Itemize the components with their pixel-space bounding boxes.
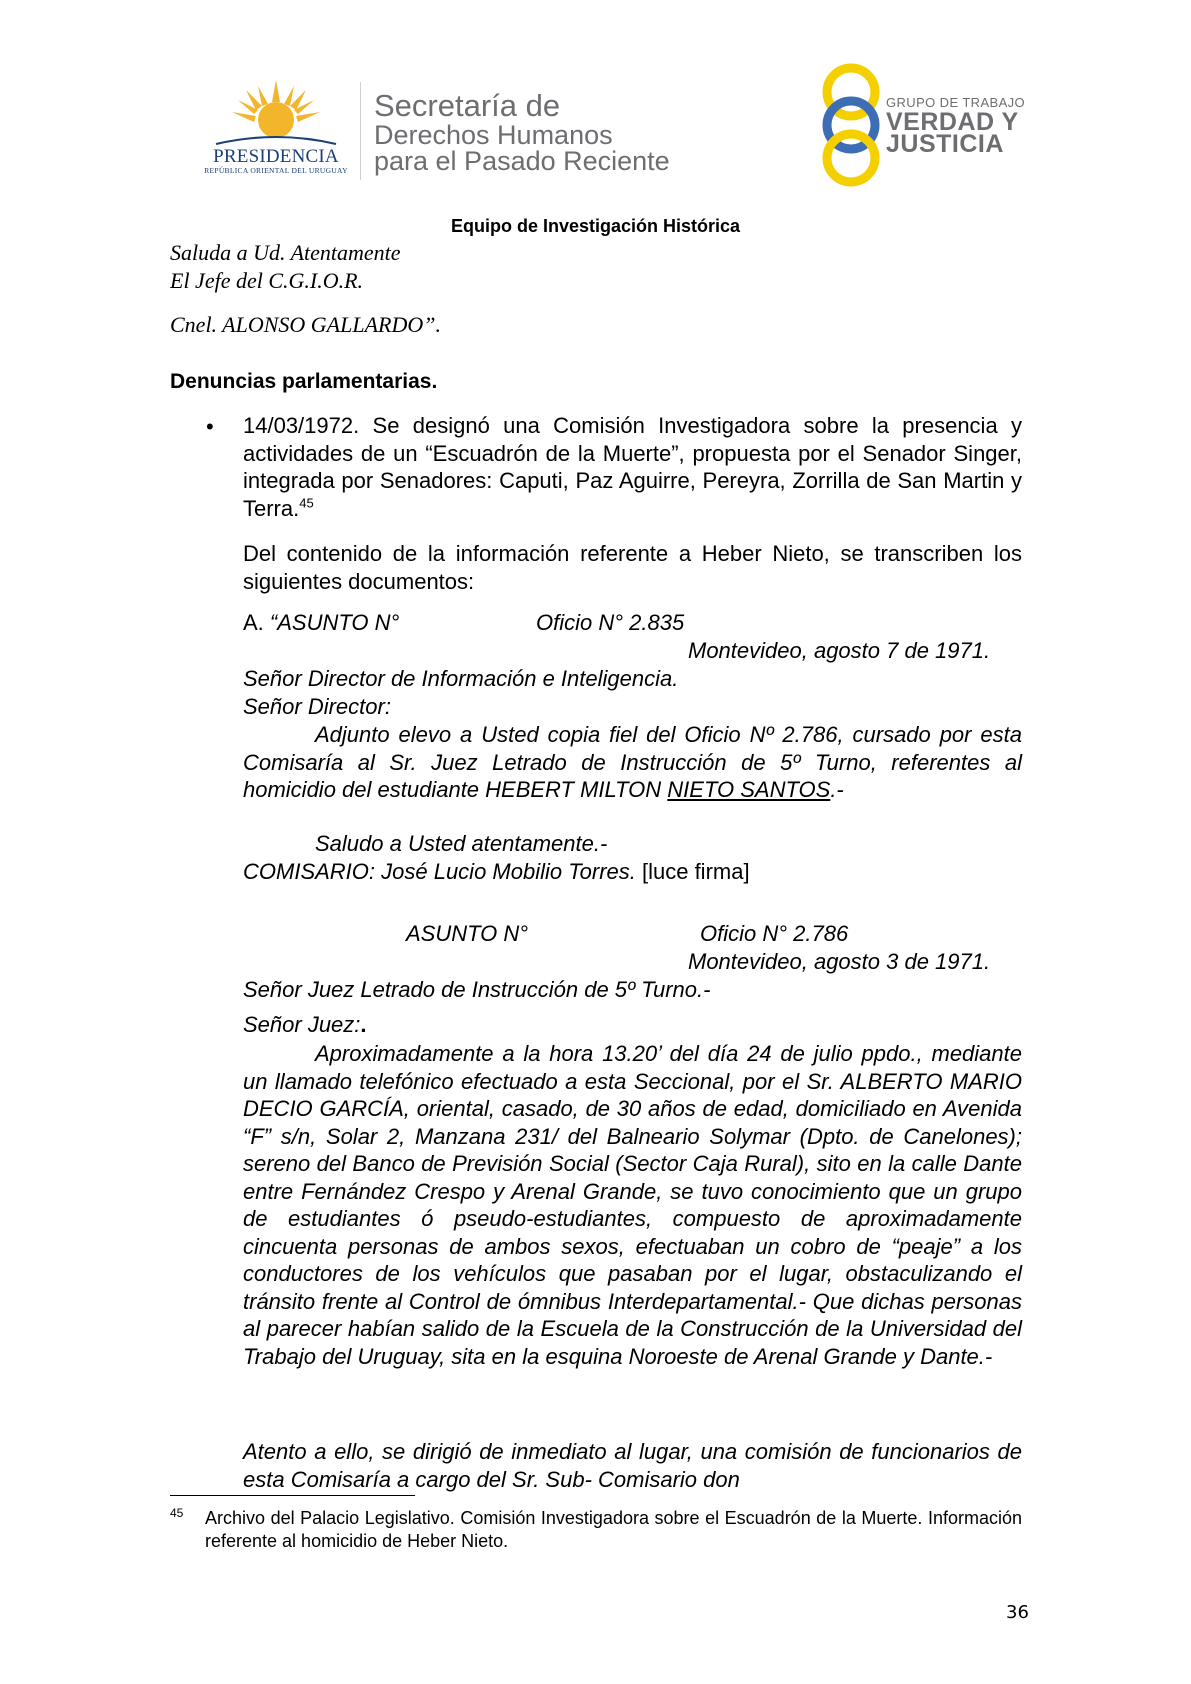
secretaria-title-line3: para el Pasado Reciente [374, 146, 670, 176]
doc-b-salutation-text: Señor Juez: [243, 1012, 361, 1037]
doc-a-signed-note: [luce firma] [635, 859, 750, 884]
doc-b-body1: Aproximadamente a la hora 13.20’ del día 24 de julio ppdo., mediante un llamado telefónico efectuado a esta Seccional, por el Sr. ALBERTO MARIO DECIO GARCÍA, oriental, casado, de 30 años de edad, domiciliado en Avenida “F” s/n, Solar 2, Manzana 231/ del Balneario Solymar (Dpto. de Canelones); sereno del Banco de Previsión Social (Sector Caja Rural), sito en la calle Dante entre Fernández Crespo y Arenal Grande, se tuvo conocimiento que un grupo de estudiantes ó pseudo-estudiantes, compuesto de aproximadamente cincuenta personas de ambos sexos, efectuaban un cobro de “peaje” a los conductores de los vehículos que pasaban por el lugar, obstaculizando el tránsito frente al Control de ómnibus Interdepartamental.- Que dichas personas al parecer habían salido de la Escuela de la Construcción de la Universidad del Trabajo del Uruguay, sita en la esquina Noroeste de Arenal Grande y Dante.- [243, 1041, 1022, 1369]
doc-b-date: Montevideo, agosto 3 de 1971. [688, 949, 991, 974]
doc-a-signed-text: COMISARIO: José Lucio Mobilio Torres. [243, 859, 636, 884]
doc-a-closing: Saludo a Usted atentamente.- [315, 831, 608, 856]
doc-a-addressee: Señor Director de Información e Inteligencia. [243, 666, 679, 691]
gtvj-line3: JUSTICIA [886, 130, 1004, 158]
doc-a-signed [243, 859, 750, 885]
presidencia-name: PRESIDENCIA [213, 146, 339, 167]
paragraph-commission [243, 412, 1022, 522]
doc-a-label: A. [243, 610, 270, 635]
signature-line2: El Jefe del C.G.I.O.R. [170, 268, 364, 293]
bullet: • [206, 414, 214, 439]
doc-a-body [243, 721, 1022, 804]
secretaria-title-line2: Derechos Humanos [374, 120, 613, 150]
footnote-ref: 45 [299, 495, 314, 511]
paragraph-commission-text: 14/03/1972. Se designó una Comisión Investigadora sobre la presencia y actividades de un “Escuadrón de la Muerte”, propuesta por el Senador Singer, integrada por Senadores: Caputi, Paz Aguirre, Pereyra, Zorrilla de San Martin y Terra. [243, 413, 1022, 521]
team-title: Equipo de Investigación Histórica [450, 216, 741, 236]
section-title: Denuncias parlamentarias. [170, 370, 438, 393]
signature-line3: Cnel. ALONSO GALLARDO”. [170, 312, 441, 337]
footnote-number: 45 [170, 1506, 184, 1520]
doc-b-salutation-end: . [360, 1012, 367, 1037]
verdad-justicia-rings-logo [810, 62, 892, 188]
doc-a-salutation: Señor Director: [243, 694, 391, 719]
gtvj-line1: GRUPO DE TRABAJO [886, 95, 1026, 110]
doc-b-addressee: Señor Juez Letrado de Instrucción de 5º Turno.- [243, 977, 711, 1002]
doc-a-body-underlined: NIETO SANTOS [667, 777, 831, 802]
footnote-text: Archivo del Palacio Legislativo. Comisión Investigadora sobre el Escuadrón de la Muerte. Información referente al homicidio de Heber Nieto. [205, 1508, 1022, 1551]
gtvj-line2: VERDAD Y [886, 108, 1019, 136]
doc-b-asunto: ASUNTO N° [406, 921, 529, 946]
paragraph-documents: Del contenido de la información referente a Heber Nieto, se transcriben los siguientes documentos: [243, 541, 1022, 594]
doc-a-asunto [243, 610, 399, 636]
doc-b-body2: Atento a ello, se dirigió de inmediato al lugar, una comisión de funcionarios de esta Comisaría a cargo del Sr. Sub- Comisario don [243, 1439, 1022, 1492]
presidencia-subtitle: REPÚBLICA ORIENTAL DEL URUGUAY [204, 166, 348, 175]
doc-a-date: Montevideo, agosto 7 de 1971. [688, 638, 991, 663]
page-number: 36 [1006, 1602, 1029, 1623]
footnote-rule [170, 1495, 415, 1496]
signature-line1: Saluda a Ud. Atentamente [170, 240, 401, 265]
doc-a-body-end: .- [830, 777, 844, 802]
doc-b-oficio: Oficio N° 2.786 [700, 921, 849, 946]
doc-a-oficio: Oficio N° 2.835 [536, 610, 685, 635]
header-divider [360, 82, 361, 180]
doc-a-body-text: Adjunto elevo a Usted copia fiel del Oficio Nº 2.786, cursado por esta Comisaría al Sr. Juez Letrado de Instrucción de 5º Turno, referentes al homicidio del estudiante HEBERT MILTON [243, 722, 1022, 802]
secretaria-title-line1: Secretaría de [374, 88, 561, 123]
doc-b-salutation [243, 1012, 367, 1038]
doc-a-asunto-text: “ASUNTO N° [269, 610, 400, 635]
